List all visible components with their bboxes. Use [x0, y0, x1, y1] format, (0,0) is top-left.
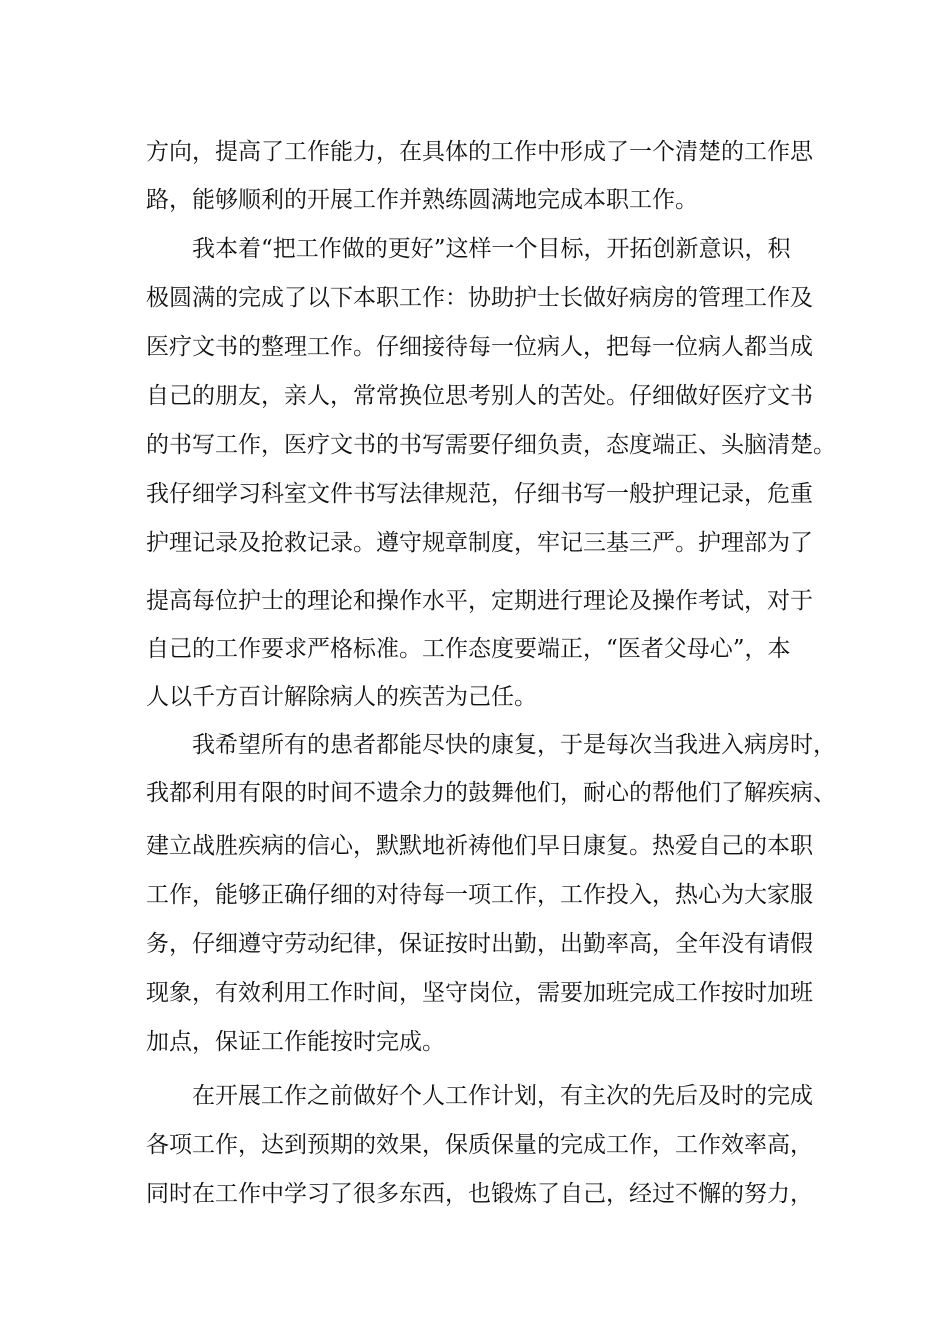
text-line: 加点，保证工作能按时完成。 [146, 1029, 445, 1055]
text-line: 工作，能够正确仔细的对待每一项工作，工作投入，热心为大家服 [146, 882, 813, 908]
text-line: 现象，有效利用工作时间，坚守岗位，需要加班完成工作按时加班 [146, 980, 813, 1006]
text-line: 建立战胜疾病的信心，默默地祈祷他们早日康复。热爱自己的本职 [146, 833, 813, 859]
text-line: 自己的朋友，亲人，常常换位思考别人的苦处。仔细做好医疗文书 [146, 383, 813, 409]
text-line: 在开展工作之前做好个人工作计划，有主次的先后及时的完成 [192, 1083, 813, 1109]
text-line: 我希望所有的患者都能尽快的康复，于是每次当我进入病房时， [192, 732, 836, 758]
text-line: 我本着“把工作做的更好”这样一个目标，开拓创新意识，积 [192, 236, 791, 262]
text-line: 各项工作，达到预期的效果，保质保量的完成工作，工作效率高， [146, 1132, 813, 1158]
text-line: 极圆满的完成了以下本职工作：协助护士长做好病房的管理工作及 [146, 285, 813, 311]
text-line: 医疗文书的整理工作。仔细接待每一位病人，把每一位病人都当成 [146, 334, 813, 360]
text-line: 护理记录及抢救记录。遵守规章制度，牢记三基三严。护理部为了 [146, 530, 813, 556]
text-line: 的书写工作，医疗文书的书写需要仔细负责，态度端正、头脑清楚。 [146, 432, 836, 458]
text-line: 人以千方百计解除病人的疾苦为己任。 [146, 684, 537, 710]
text-line: 同时在工作中学习了很多东西，也锻炼了自己，经过不懈的努力， [146, 1181, 813, 1207]
text-line: 我仔细学习科室文件书写法律规范，仔细书写一般护理记录，危重 [146, 481, 813, 507]
text-line: 路，能够顺利的开展工作并熟练圆满地完成本职工作。 [146, 187, 698, 213]
text-line: 我都利用有限的时间不遗余力的鼓舞他们，耐心的帮他们了解疾病、 [146, 780, 836, 806]
text-line: 方向，提高了工作能力，在具体的工作中形成了一个清楚的工作思 [146, 139, 813, 165]
text-line: 提高每位护士的理论和操作水平，定期进行理论及操作考试，对于 [146, 588, 813, 614]
text-line: 自己的工作要求严格标准。工作态度要端正，“医者父母心”，本 [146, 636, 791, 662]
text-line: 务，仔细遵守劳动纪律，保证按时出勤，出勤率高，全年没有请假 [146, 931, 813, 957]
